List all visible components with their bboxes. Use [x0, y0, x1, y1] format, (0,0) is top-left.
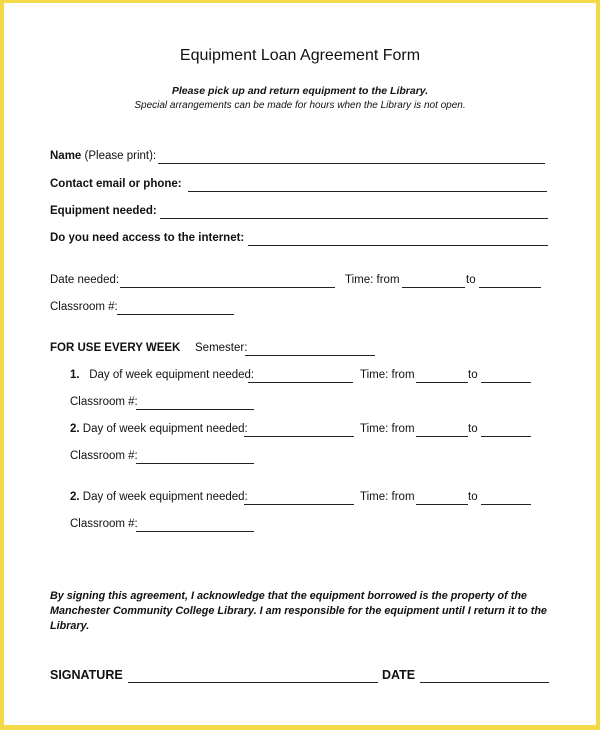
week-entry-2: [70, 423, 248, 435]
week-time-to-field[interactable]: [481, 382, 531, 383]
internet-field[interactable]: [248, 245, 548, 246]
week-entry-3: [70, 491, 248, 503]
time-from-field[interactable]: [402, 287, 465, 288]
day-of-week-label: Day of week equipment needed:: [89, 369, 255, 381]
name-label: [50, 150, 156, 162]
equipment-label: Equipment needed:: [50, 205, 157, 217]
contact-label: Contact email or phone:: [50, 178, 182, 190]
week-classroom-label: Classroom #:: [70, 518, 138, 530]
time-to-label: to: [466, 274, 476, 286]
day-of-week-field[interactable]: [244, 504, 354, 505]
date-label: DATE: [382, 668, 416, 682]
name-label-bold: Name: [50, 150, 82, 162]
day-of-week-label: Day of week equipment needed:: [82, 491, 248, 503]
week-time-to-label: to: [468, 369, 478, 381]
week-time-from-label: Time: from: [360, 491, 415, 503]
internet-label: Do you need access to the internet:: [50, 232, 245, 244]
day-of-week-field[interactable]: [244, 436, 354, 437]
agreement-text: By signing this agreement, I acknowledge that the equipment borrowed is the property of the Manchester Community College Library. I am responsible for the equipment until I return it to the Library.: [50, 590, 547, 632]
name-field[interactable]: [158, 163, 545, 164]
classroom-label: Classroom #:: [50, 301, 118, 313]
semester-field[interactable]: [245, 355, 375, 356]
week-classroom-label: Classroom #:: [70, 396, 138, 408]
week-entry-number: 1.: [70, 369, 80, 381]
contact-field[interactable]: [188, 191, 547, 192]
week-time-from-field[interactable]: [416, 436, 468, 437]
week-time-to-label: to: [468, 423, 478, 435]
day-of-week-label: Day of week equipment needed:: [82, 423, 248, 435]
day-of-week-field[interactable]: [248, 382, 353, 383]
week-entry-number: 2.: [70, 423, 80, 435]
week-classroom-label: Classroom #:: [70, 450, 138, 462]
weekly-heading: FOR USE EVERY WEEK: [50, 342, 181, 354]
week-classroom-field[interactable]: [136, 463, 254, 464]
signature-label: SIGNATURE: [50, 668, 123, 682]
week-time-to-field[interactable]: [481, 504, 531, 505]
week-time-from-field[interactable]: [416, 504, 468, 505]
name-label-rest: (Please print):: [84, 150, 157, 162]
week-classroom-field[interactable]: [136, 409, 254, 410]
week-time-to-label: to: [468, 491, 478, 503]
week-classroom-field[interactable]: [136, 531, 254, 532]
week-time-from-label: Time: from: [360, 423, 415, 435]
form-instruction: Please pick up and return equipment to the Library.: [171, 85, 429, 97]
date-needed-field[interactable]: [120, 287, 335, 288]
form-page: [4, 3, 596, 725]
date-needed-label: Date needed:: [50, 274, 120, 286]
week-time-from-label: Time: from: [360, 369, 415, 381]
equipment-field[interactable]: [160, 218, 548, 219]
time-from-label: Time: from: [345, 274, 400, 286]
time-to-field[interactable]: [479, 287, 541, 288]
week-entry-1: [70, 369, 254, 381]
week-time-to-field[interactable]: [481, 436, 531, 437]
form-note: Special arrangements can be made for hours when the Library is not open.: [134, 100, 466, 111]
signature-field[interactable]: [128, 682, 378, 683]
date-field[interactable]: [420, 682, 549, 683]
week-entry-number: 2.: [70, 491, 80, 503]
form-title: Equipment Loan Agreement Form: [179, 47, 421, 64]
week-time-from-field[interactable]: [416, 382, 468, 383]
semester-label: Semester:: [195, 342, 248, 354]
classroom-field[interactable]: [117, 314, 234, 315]
